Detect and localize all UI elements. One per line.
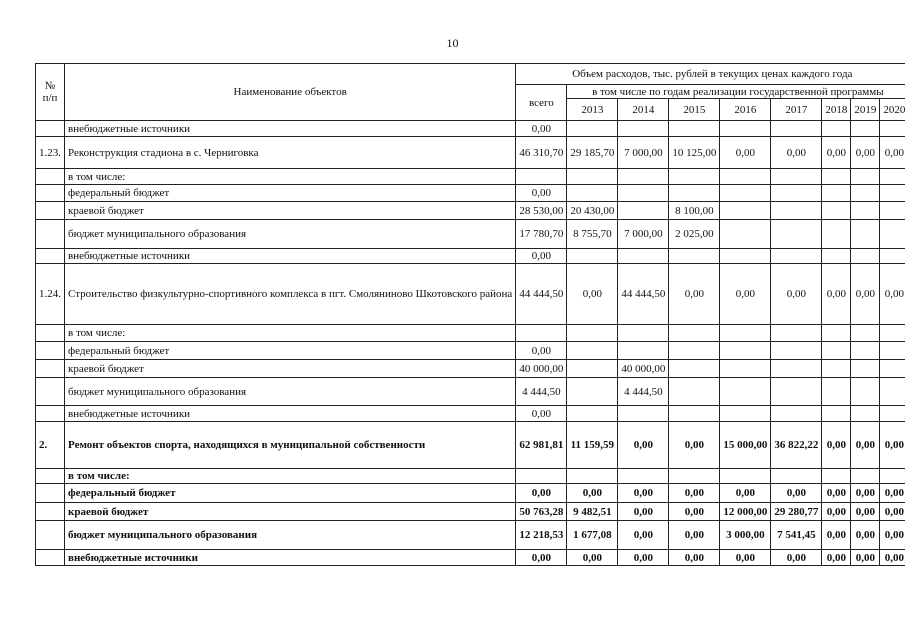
year-value-cell	[567, 121, 618, 137]
col-volume-header: Объем расходов, тыс. рублей в текущих ценах каждого года	[516, 64, 905, 85]
year-value-cell: 10 125,00	[669, 137, 720, 169]
table-row	[36, 342, 905, 360]
row-number-cell	[36, 342, 65, 360]
total-value-cell: 17 780,70	[516, 220, 567, 249]
year-value-cell	[720, 220, 771, 249]
year-value-cell	[771, 378, 822, 406]
year-value-cell	[567, 469, 618, 484]
row-number-cell	[36, 503, 65, 521]
year-value-cell	[618, 469, 669, 484]
year-value-cell	[618, 249, 669, 264]
year-value-cell: 0,00	[567, 264, 618, 325]
row-number-cell	[36, 249, 65, 264]
year-value-cell	[822, 378, 851, 406]
year-value-cell	[669, 342, 720, 360]
year-value-cell: 0,00	[669, 550, 720, 566]
year-header: 2015	[669, 99, 720, 121]
year-header: 2020	[880, 99, 905, 121]
year-value-cell: 15 000,00	[720, 422, 771, 469]
total-value-cell: 28 530,00	[516, 202, 567, 220]
year-header: 2016	[720, 99, 771, 121]
year-value-cell	[720, 249, 771, 264]
year-value-cell	[880, 202, 905, 220]
year-value-cell	[771, 185, 822, 202]
table-row	[36, 249, 905, 264]
year-value-cell	[567, 342, 618, 360]
year-value-cell: 0,00	[720, 550, 771, 566]
year-value-cell: 0,00	[771, 137, 822, 169]
year-value-cell	[822, 325, 851, 342]
table-row	[36, 264, 905, 325]
total-value-cell: 62 981,81	[516, 422, 567, 469]
year-value-cell	[669, 378, 720, 406]
object-name-cell: краевой бюджет	[65, 360, 516, 378]
year-value-cell	[720, 185, 771, 202]
year-value-cell	[567, 325, 618, 342]
year-value-cell	[822, 360, 851, 378]
year-value-cell: 0,00	[851, 264, 880, 325]
table-row	[36, 121, 905, 137]
table-row	[36, 521, 905, 550]
table-row	[36, 422, 905, 469]
row-number-cell: 1.24.	[36, 264, 65, 325]
year-value-cell: 0,00	[771, 264, 822, 325]
year-value-cell	[567, 406, 618, 422]
year-value-cell: 8 100,00	[669, 202, 720, 220]
total-value-cell: 0,00	[516, 342, 567, 360]
year-value-cell	[720, 342, 771, 360]
year-value-cell: 0,00	[822, 550, 851, 566]
year-value-cell: 20 430,00	[567, 202, 618, 220]
year-value-cell	[567, 249, 618, 264]
object-name-cell: в том числе:	[65, 469, 516, 484]
year-value-cell: 11 159,59	[567, 422, 618, 469]
year-value-cell: 0,00	[851, 484, 880, 503]
row-number-cell	[36, 185, 65, 202]
year-value-cell: 0,00	[822, 484, 851, 503]
year-value-cell: 7 000,00	[618, 137, 669, 169]
year-value-cell: 0,00	[720, 137, 771, 169]
year-value-cell: 0,00	[669, 503, 720, 521]
row-number-cell	[36, 378, 65, 406]
object-name-cell: в том числе:	[65, 169, 516, 185]
year-value-cell: 36 822,22	[771, 422, 822, 469]
year-value-cell	[618, 342, 669, 360]
expenses-table	[35, 63, 905, 566]
total-value-cell	[516, 169, 567, 185]
table-row	[36, 484, 905, 503]
year-value-cell: 0,00	[618, 550, 669, 566]
object-name-cell: федеральный бюджет	[65, 342, 516, 360]
page-number: 10	[446, 36, 459, 50]
year-value-cell: 0,00	[880, 521, 905, 550]
year-value-cell	[851, 342, 880, 360]
year-value-cell: 0,00	[851, 550, 880, 566]
year-value-cell	[669, 249, 720, 264]
year-value-cell	[720, 169, 771, 185]
object-name-cell: краевой бюджет	[65, 202, 516, 220]
year-value-cell	[720, 378, 771, 406]
year-value-cell	[567, 378, 618, 406]
year-value-cell: 9 482,51	[567, 503, 618, 521]
total-value-cell: 0,00	[516, 185, 567, 202]
year-value-cell: 0,00	[880, 264, 905, 325]
table-body	[36, 121, 905, 566]
year-value-cell	[851, 169, 880, 185]
object-name-cell: Строительство физкультурно-спортивного комплекса в пгт. Смоляниново Шкотовского района	[65, 264, 516, 325]
year-value-cell: 40 000,00	[618, 360, 669, 378]
table-row	[36, 185, 905, 202]
year-value-cell	[720, 202, 771, 220]
year-header: 2013	[567, 99, 618, 121]
year-value-cell	[822, 169, 851, 185]
year-value-cell	[822, 202, 851, 220]
row-number-cell	[36, 484, 65, 503]
col-total-header: всего	[516, 85, 567, 121]
year-value-cell: 0,00	[851, 422, 880, 469]
year-value-cell: 2 025,00	[669, 220, 720, 249]
year-value-cell	[851, 185, 880, 202]
year-value-cell: 29 185,70	[567, 137, 618, 169]
year-value-cell: 0,00	[851, 503, 880, 521]
object-name-cell: федеральный бюджет	[65, 484, 516, 503]
object-name-cell: Реконструкция стадиона в с. Черниговка	[65, 137, 516, 169]
year-value-cell	[618, 185, 669, 202]
total-value-cell: 12 218,53	[516, 521, 567, 550]
year-value-cell	[771, 169, 822, 185]
year-value-cell: 0,00	[851, 521, 880, 550]
year-value-cell: 0,00	[880, 422, 905, 469]
year-value-cell	[851, 202, 880, 220]
year-value-cell	[880, 469, 905, 484]
year-value-cell	[720, 360, 771, 378]
year-value-cell	[567, 185, 618, 202]
year-value-cell	[771, 342, 822, 360]
table-row	[36, 202, 905, 220]
object-name-cell: внебюджетные источники	[65, 249, 516, 264]
table-row	[36, 503, 905, 521]
year-value-cell	[880, 325, 905, 342]
row-number-cell	[36, 550, 65, 566]
row-number-cell	[36, 325, 65, 342]
year-value-cell	[822, 185, 851, 202]
year-value-cell: 0,00	[720, 484, 771, 503]
year-value-cell: 0,00	[880, 137, 905, 169]
year-value-cell: 0,00	[618, 521, 669, 550]
year-value-cell: 0,00	[720, 264, 771, 325]
table-row	[36, 169, 905, 185]
object-name-cell: бюджет муниципального образования	[65, 378, 516, 406]
year-value-cell	[880, 121, 905, 137]
total-value-cell: 4 444,50	[516, 378, 567, 406]
year-value-cell: 0,00	[618, 484, 669, 503]
year-header: 2019	[851, 99, 880, 121]
year-value-cell	[669, 469, 720, 484]
year-value-cell	[669, 169, 720, 185]
year-value-cell	[851, 220, 880, 249]
table-row	[36, 469, 905, 484]
total-value-cell	[516, 325, 567, 342]
year-value-cell	[851, 325, 880, 342]
object-name-cell: внебюджетные источники	[65, 550, 516, 566]
table-row	[36, 550, 905, 566]
total-value-cell: 46 310,70	[516, 137, 567, 169]
row-number-cell: 2.	[36, 422, 65, 469]
year-value-cell	[822, 406, 851, 422]
year-value-cell	[669, 360, 720, 378]
year-value-cell: 0,00	[851, 137, 880, 169]
year-value-cell	[618, 121, 669, 137]
year-value-cell	[880, 220, 905, 249]
year-value-cell	[880, 249, 905, 264]
year-value-cell: 0,00	[618, 503, 669, 521]
year-value-cell	[880, 360, 905, 378]
year-value-cell	[771, 325, 822, 342]
year-value-cell	[618, 325, 669, 342]
table-row	[36, 378, 905, 406]
table-row	[36, 220, 905, 249]
year-value-cell	[822, 121, 851, 137]
year-value-cell	[771, 121, 822, 137]
object-name-cell: бюджет муниципального образования	[65, 521, 516, 550]
year-value-cell	[669, 121, 720, 137]
col-no-header: № п/п	[36, 64, 65, 121]
year-header: 2017	[771, 99, 822, 121]
year-value-cell	[771, 202, 822, 220]
year-value-cell	[771, 220, 822, 249]
year-value-cell	[851, 249, 880, 264]
year-value-cell: 4 444,50	[618, 378, 669, 406]
year-value-cell: 0,00	[822, 503, 851, 521]
total-value-cell: 0,00	[516, 484, 567, 503]
row-number-cell	[36, 406, 65, 422]
total-value-cell	[516, 469, 567, 484]
year-value-cell: 0,00	[567, 484, 618, 503]
year-value-cell	[720, 325, 771, 342]
total-value-cell: 44 444,50	[516, 264, 567, 325]
year-value-cell	[618, 169, 669, 185]
year-value-cell	[851, 469, 880, 484]
year-value-cell: 7 000,00	[618, 220, 669, 249]
year-value-cell	[618, 202, 669, 220]
year-value-cell: 0,00	[771, 484, 822, 503]
year-value-cell: 0,00	[880, 484, 905, 503]
year-value-cell	[880, 169, 905, 185]
year-value-cell	[567, 360, 618, 378]
year-value-cell	[618, 406, 669, 422]
row-number-cell	[36, 202, 65, 220]
year-value-cell	[880, 378, 905, 406]
year-value-cell	[851, 360, 880, 378]
year-value-cell: 44 444,50	[618, 264, 669, 325]
year-value-cell: 0,00	[669, 484, 720, 503]
header-row-1	[36, 64, 905, 85]
object-name-cell: внебюджетные источники	[65, 121, 516, 137]
year-value-cell: 0,00	[771, 550, 822, 566]
row-number-cell	[36, 469, 65, 484]
year-header: 2018	[822, 99, 851, 121]
year-value-cell	[851, 121, 880, 137]
year-value-cell: 0,00	[880, 550, 905, 566]
table-row	[36, 325, 905, 342]
total-value-cell: 50 763,28	[516, 503, 567, 521]
year-value-cell	[771, 360, 822, 378]
table-row	[36, 360, 905, 378]
year-value-cell	[851, 378, 880, 406]
total-value-cell: 0,00	[516, 550, 567, 566]
object-name-cell: федеральный бюджет	[65, 185, 516, 202]
year-value-cell: 0,00	[822, 264, 851, 325]
row-number-cell	[36, 521, 65, 550]
table-row	[36, 137, 905, 169]
object-name-cell: краевой бюджет	[65, 503, 516, 521]
year-value-cell	[771, 249, 822, 264]
year-value-cell: 0,00	[822, 422, 851, 469]
year-value-cell	[771, 406, 822, 422]
year-value-cell: 0,00	[880, 503, 905, 521]
row-number-cell: 1.23.	[36, 137, 65, 169]
year-value-cell	[880, 185, 905, 202]
year-value-cell	[822, 220, 851, 249]
year-value-cell	[669, 325, 720, 342]
year-value-cell	[720, 121, 771, 137]
year-value-cell: 0,00	[822, 521, 851, 550]
object-name-cell: внебюджетные источники	[65, 406, 516, 422]
year-value-cell: 7 541,45	[771, 521, 822, 550]
year-value-cell	[669, 406, 720, 422]
year-value-cell	[851, 406, 880, 422]
year-value-cell	[880, 342, 905, 360]
col-by-years-header: в том числе по годам реализации государственной программы	[567, 85, 905, 99]
year-value-cell: 0,00	[669, 264, 720, 325]
row-number-cell	[36, 220, 65, 249]
table-row	[36, 406, 905, 422]
year-value-cell: 1 677,08	[567, 521, 618, 550]
year-value-cell: 29 280,77	[771, 503, 822, 521]
year-value-cell	[669, 185, 720, 202]
year-value-cell	[822, 342, 851, 360]
year-value-cell	[720, 406, 771, 422]
row-number-cell	[36, 169, 65, 185]
year-value-cell: 3 000,00	[720, 521, 771, 550]
year-value-cell	[720, 469, 771, 484]
total-value-cell: 40 000,00	[516, 360, 567, 378]
year-value-cell: 0,00	[822, 137, 851, 169]
year-value-cell	[822, 469, 851, 484]
row-number-cell	[36, 121, 65, 137]
year-header: 2014	[618, 99, 669, 121]
object-name-cell: в том числе:	[65, 325, 516, 342]
year-value-cell	[567, 169, 618, 185]
year-value-cell	[880, 406, 905, 422]
year-value-cell: 0,00	[567, 550, 618, 566]
year-value-cell: 0,00	[669, 521, 720, 550]
row-number-cell	[36, 360, 65, 378]
object-name-cell: Ремонт объектов спорта, находящихся в муниципальной собственности	[65, 422, 516, 469]
col-name-header: Наименование объектов	[65, 64, 516, 121]
year-value-cell: 0,00	[618, 422, 669, 469]
year-value-cell	[822, 249, 851, 264]
year-value-cell: 12 000,00	[720, 503, 771, 521]
total-value-cell: 0,00	[516, 406, 567, 422]
year-value-cell: 8 755,70	[567, 220, 618, 249]
year-value-cell	[771, 469, 822, 484]
object-name-cell: бюджет муниципального образования	[65, 220, 516, 249]
year-value-cell: 0,00	[669, 422, 720, 469]
total-value-cell: 0,00	[516, 121, 567, 137]
total-value-cell: 0,00	[516, 249, 567, 264]
